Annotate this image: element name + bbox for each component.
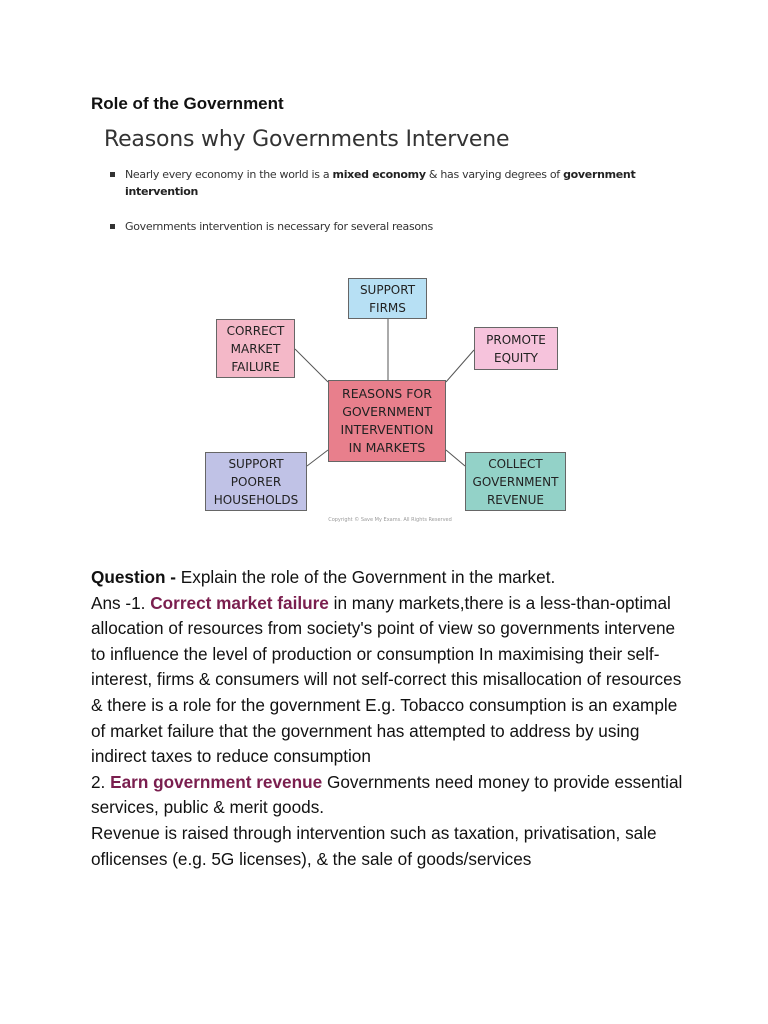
- question-text: Explain the role of the Government in the market.: [175, 567, 556, 587]
- answer-1: [91, 591, 691, 770]
- bullet-text: Governments intervention is necessary for several reasons: [125, 220, 433, 233]
- connector-correct-market-failure: [295, 349, 328, 382]
- intervention-diagram: [200, 270, 580, 530]
- connector-collect-government-revenue: [446, 450, 465, 466]
- bullet-text: Nearly every economy in the world is a: [125, 168, 333, 181]
- answer-1-prefix: Ans -1.: [91, 592, 151, 613]
- answer-2: [91, 770, 691, 821]
- question-line: [91, 565, 691, 591]
- answer-2-prefix: 2.: [91, 771, 111, 792]
- box-support-firms: SUPPORT FIRMS: [348, 278, 427, 319]
- box-correct-market-failure: CORRECT MARKET FAILURE: [216, 319, 295, 378]
- answer-1-highlight: Correct market failure: [150, 592, 329, 613]
- answer-2-text: Governments need money to provide essential services, public & merit goods.: [91, 771, 683, 818]
- bullet-item-necessary: [108, 218, 648, 235]
- bullet-item-mixed-economy: [108, 166, 648, 200]
- question-label: Question -: [91, 567, 176, 587]
- copyright-notice: Copyright © Save My Exams. All Rights Reserved: [328, 517, 452, 523]
- bullet-bold-text: mixed economy: [332, 168, 426, 181]
- bullet-bold-text: government intervention: [125, 168, 636, 198]
- box-support-poorer-households: SUPPORT POORER HOUSEHOLDS: [205, 452, 307, 511]
- answer-2-highlight: Earn government revenue: [110, 771, 323, 792]
- connector-support-poorer-households: [307, 450, 328, 466]
- answer-body: [91, 565, 691, 872]
- page-heading: Role of the Government: [91, 94, 284, 113]
- bullet-text: & has varying degrees of: [425, 168, 564, 181]
- answer-2-continuation: Revenue is raised through intervention such as taxation, privatisation, sale oflicenses (e.g. 5G licenses), & the sale of goods/services: [91, 822, 657, 869]
- box-reasons-for-intervention: REASONS FOR GOVERNMENT INTERVENTION IN MARKETS: [328, 380, 446, 462]
- connector-promote-equity: [446, 350, 474, 382]
- box-promote-equity: PROMOTE EQUITY: [474, 327, 558, 370]
- box-collect-government-revenue: COLLECT GOVERNMENT REVENUE: [465, 452, 566, 511]
- figure-title: Reasons why Governments Intervene: [104, 127, 510, 152]
- answer-1-text: in many markets,there is a less-than-optimal allocation of resources from society's point of view so governments intervene to influence the level of production or consumption In maximising their self-interest, firms & consumers will not self-correct this misallocation of resources & there is a role for the government E.g. Tobacco consumption is an example of market failure that the government has attempted to address by using indirect taxes to reduce consumption: [91, 592, 682, 767]
- bullet-list: [108, 166, 648, 253]
